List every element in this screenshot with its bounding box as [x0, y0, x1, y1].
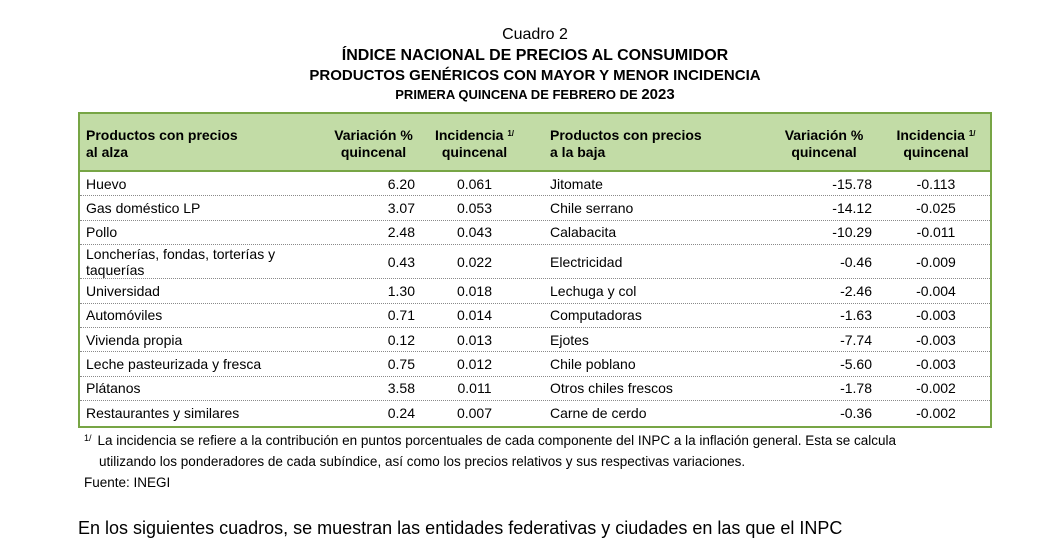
subtitle: PRODUCTOS GENÉRICOS CON MAYOR Y MENOR INCIDENCIA: [309, 67, 761, 84]
table-title-block: [0, 26, 1038, 104]
variation-down-cell: -0.46: [840, 253, 872, 270]
product-down-cell: Calabacita: [550, 224, 617, 241]
product-up-cell: Universidad: [86, 282, 160, 299]
product-down-cell: Computadoras: [550, 307, 642, 324]
variation-up-cell: 0.12: [387, 331, 415, 348]
product-up-cell: Plátanos: [86, 380, 141, 397]
header-variacion-baja: Variación % quincenal: [784, 127, 864, 160]
incidence-up-cell: 0.022: [456, 253, 493, 270]
variation-up-cell: 6.20: [387, 175, 415, 192]
variation-up-cell: 3.07: [387, 200, 415, 217]
incidence-down-cell: -0.002: [916, 405, 956, 422]
incidence-up-cell: 0.018: [456, 282, 493, 299]
table-row: [80, 304, 990, 328]
product-down-cell: Chile poblano: [550, 356, 636, 373]
variation-down-cell: -14.12: [832, 200, 872, 217]
incidence-up-cell: 0.061: [456, 175, 493, 192]
product-down-cell: Carne de cerdo: [550, 405, 647, 422]
incidence-up-cell: 0.053: [456, 200, 493, 217]
incidence-down-cell: -0.003: [916, 307, 956, 324]
incidence-up-cell: 0.007: [456, 405, 493, 422]
variation-up-cell: 2.48: [387, 224, 415, 241]
product-down-cell: Ejotes: [550, 331, 589, 348]
body-text-cut: En los siguientes cuadros, se muestran las entidades federativas y ciudades en las que el INPC: [78, 518, 843, 538]
header-incidencia-alza: Incidencia $^{1/}$ quincenal: [434, 127, 515, 160]
product-up-cell: Pollo: [86, 224, 118, 241]
footnote-line2: utilizando los ponderadores de cada subíndice, así como los precios relativos y sus respectivas variaciones.: [99, 454, 746, 469]
product-up-cell: Leche pasteurizada y fresca: [86, 356, 262, 373]
incidence-down-cell: -0.025: [916, 200, 956, 217]
variation-down-cell: -2.46: [840, 282, 872, 299]
product-down-cell: Chile serrano: [550, 200, 634, 217]
incidence-down-cell: -0.003: [916, 331, 956, 348]
header-variacion-alza: Variación % quincenal: [334, 127, 413, 160]
header-incidencia-baja: Incidencia $^{1/}$ quincenal: [896, 127, 976, 160]
incidence-down-cell: -0.113: [916, 175, 956, 192]
header-baja: Productos con precios a la baja: [550, 127, 702, 160]
main-title: ÍNDICE NACIONAL DE PRECIOS AL CONSUMIDOR: [341, 47, 729, 64]
table-row: [80, 221, 990, 245]
variation-up-cell: 0.75: [387, 356, 415, 373]
table-row: [80, 172, 990, 196]
table-row: [80, 328, 990, 352]
variation-up-cell: 0.43: [387, 253, 415, 270]
product-up-cell: Gas doméstico LP: [86, 200, 201, 217]
variation-up-cell: 3.58: [387, 380, 415, 397]
incidence-table: [78, 112, 992, 428]
header-alza: Productos con precios al alza: [86, 127, 238, 160]
incidence-down-cell: -0.011: [916, 224, 956, 241]
cuadro-label: Cuadro 2: [502, 26, 568, 43]
product-down-cell: Jitomate: [550, 175, 603, 192]
product-up-cell: Restaurantes y similares: [86, 405, 240, 422]
product-up-cell: Vivienda propia: [86, 331, 183, 348]
variation-down-cell: -1.63: [840, 307, 872, 324]
variation-down-cell: -15.78: [832, 175, 872, 192]
table-row: [80, 245, 990, 279]
product-down-cell: Lechuga y col: [550, 282, 637, 299]
incidence-down-cell: -0.002: [916, 380, 956, 397]
table-row: [80, 279, 990, 303]
table-row: [80, 352, 990, 376]
table-row: [80, 401, 990, 425]
incidence-up-cell: 0.013: [456, 331, 493, 348]
product-up-cell: Automóviles: [86, 307, 163, 324]
incidence-up-cell: 0.043: [456, 224, 493, 241]
footnote-marker: 1/: [84, 433, 92, 443]
incidence-down-cell: -0.009: [916, 253, 956, 270]
source-label: Fuente: INEGI: [84, 475, 171, 490]
incidence-up-cell: 0.012: [456, 356, 493, 373]
table-body: [80, 172, 990, 426]
period-year: 2023: [641, 86, 675, 103]
incidence-up-cell: 0.011: [457, 380, 492, 397]
product-down-cell: Otros chiles frescos: [550, 380, 673, 397]
footnote: [84, 430, 1004, 493]
variation-down-cell: -5.60: [840, 356, 872, 373]
variation-up-cell: 0.24: [387, 405, 415, 422]
product-up-cell: Huevo: [86, 175, 127, 192]
variation-up-cell: 0.71: [387, 307, 415, 324]
variation-down-cell: -7.74: [840, 331, 872, 348]
variation-down-cell: -10.29: [832, 224, 872, 241]
period-label: [0, 86, 1038, 104]
table-header: [80, 114, 990, 172]
incidence-down-cell: -0.004: [916, 282, 956, 299]
product-down-cell: Electricidad: [550, 253, 623, 270]
product-up-cell: Loncherías, fondas, torterías y taquerías: [86, 245, 276, 278]
variation-up-cell: 1.30: [387, 282, 415, 299]
table-row: [80, 196, 990, 220]
incidence-down-cell: -0.003: [916, 356, 956, 373]
footnote-line1: La incidencia se refiere a la contribución en puntos porcentuales de cada componente del INPC a la inflación general. Esta se calcula: [97, 433, 897, 448]
incidence-up-cell: 0.014: [456, 307, 493, 324]
table-row: [80, 377, 990, 401]
period-text: PRIMERA QUINCENA DE FEBRERO DE: [395, 87, 638, 102]
variation-down-cell: -0.36: [840, 405, 872, 422]
variation-down-cell: -1.78: [840, 380, 872, 397]
